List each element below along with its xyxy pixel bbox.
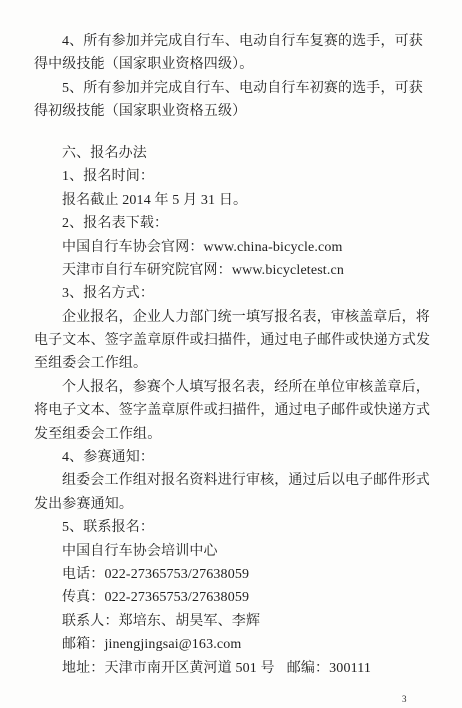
download-site-tianjin xyxy=(34,259,458,282)
persons-value: 郑培东、胡昊军、李辉 xyxy=(118,613,261,629)
section-heading: 六、报名办法 xyxy=(62,145,147,161)
email-value: jinengjingsai@163.com xyxy=(104,637,242,653)
document-body xyxy=(34,30,458,680)
download-site-label: 中国自行车协会官网： xyxy=(62,239,204,255)
notice-line-2: 发出参赛通知。 xyxy=(34,496,134,512)
contact-email xyxy=(34,633,458,656)
individual-method-line-3: 发至组委会工作组。 xyxy=(34,426,162,442)
phone-label: 电话： xyxy=(62,566,105,582)
qualification-item-5-line-1: 5、所有参加并完成自行车、电动自行车初赛的选手，可获 xyxy=(62,80,423,96)
postcode-value: 300111 xyxy=(329,660,372,676)
phone-value: 022-27365753/27638059 xyxy=(104,566,250,582)
contact-address xyxy=(34,657,458,680)
download-site-label: 天津市自行车研究院官网： xyxy=(62,262,232,278)
qualification-item-5-line-2: 得初级技能（国家职业资格五级） xyxy=(34,104,247,120)
email-label: 邮箱： xyxy=(62,637,105,653)
contact-fax xyxy=(34,586,458,609)
individual-method-line-1: 个人报名，参赛个人填写报名表，经所在单位审核盖章后， xyxy=(62,379,430,395)
download-site-url: www.china-bicycle.com xyxy=(203,239,343,255)
fax-label: 传真： xyxy=(62,590,105,606)
postcode-label: 邮编： xyxy=(286,660,330,676)
download-site-url: www.bicycletest.cn xyxy=(231,262,345,278)
individual-method-line-2: 将电子文本、签字盖章原件或扫描件，通过电子邮件或快递方式 xyxy=(34,403,431,419)
form-download-title: 2、报名表下载： xyxy=(62,216,169,232)
notice-line-1: 组委会工作组对报名资料进行审核，通过后以电子邮件形式 xyxy=(62,473,430,489)
download-site-cbha xyxy=(34,236,458,259)
fax-value: 022-27365753/27638059 xyxy=(104,590,250,606)
persons-label: 联系人： xyxy=(62,613,119,629)
address-label: 地址： xyxy=(62,660,105,676)
enterprise-method-line-3: 至组委会工作组。 xyxy=(34,356,148,372)
contact-title: 5、联系报名： xyxy=(62,520,155,536)
method-title: 3、报名方式： xyxy=(62,286,155,302)
registration-deadline: 报名截止 2014 年 5 月 31 日。 xyxy=(62,192,248,208)
registration-time-title: 1、报名时间： xyxy=(62,169,155,185)
notice-title: 4、参赛通知： xyxy=(62,450,155,466)
address-value: 天津市南开区黄河道 501 号 xyxy=(104,660,275,676)
qualification-item-4-line-2: 得中级技能（国家职业资格四级）。 xyxy=(34,57,254,73)
contact-persons xyxy=(34,610,458,633)
qualification-item-4-line-1: 4、所有参加并完成自行车、电动自行车复赛的选手，可获 xyxy=(62,34,423,49)
enterprise-method-line-2: 电子文本、签字盖章原件或扫描件，通过电子邮件或快递方式发 xyxy=(34,333,431,349)
contact-phone xyxy=(34,563,458,586)
section-spacer xyxy=(34,124,458,142)
enterprise-method-line-1: 企业报名，企业人力部门统一填写报名表，审核盖章后，将 xyxy=(62,309,430,325)
page-number: 3 xyxy=(402,694,407,704)
contact-organization: 中国自行车协会培训中心 xyxy=(62,543,218,559)
